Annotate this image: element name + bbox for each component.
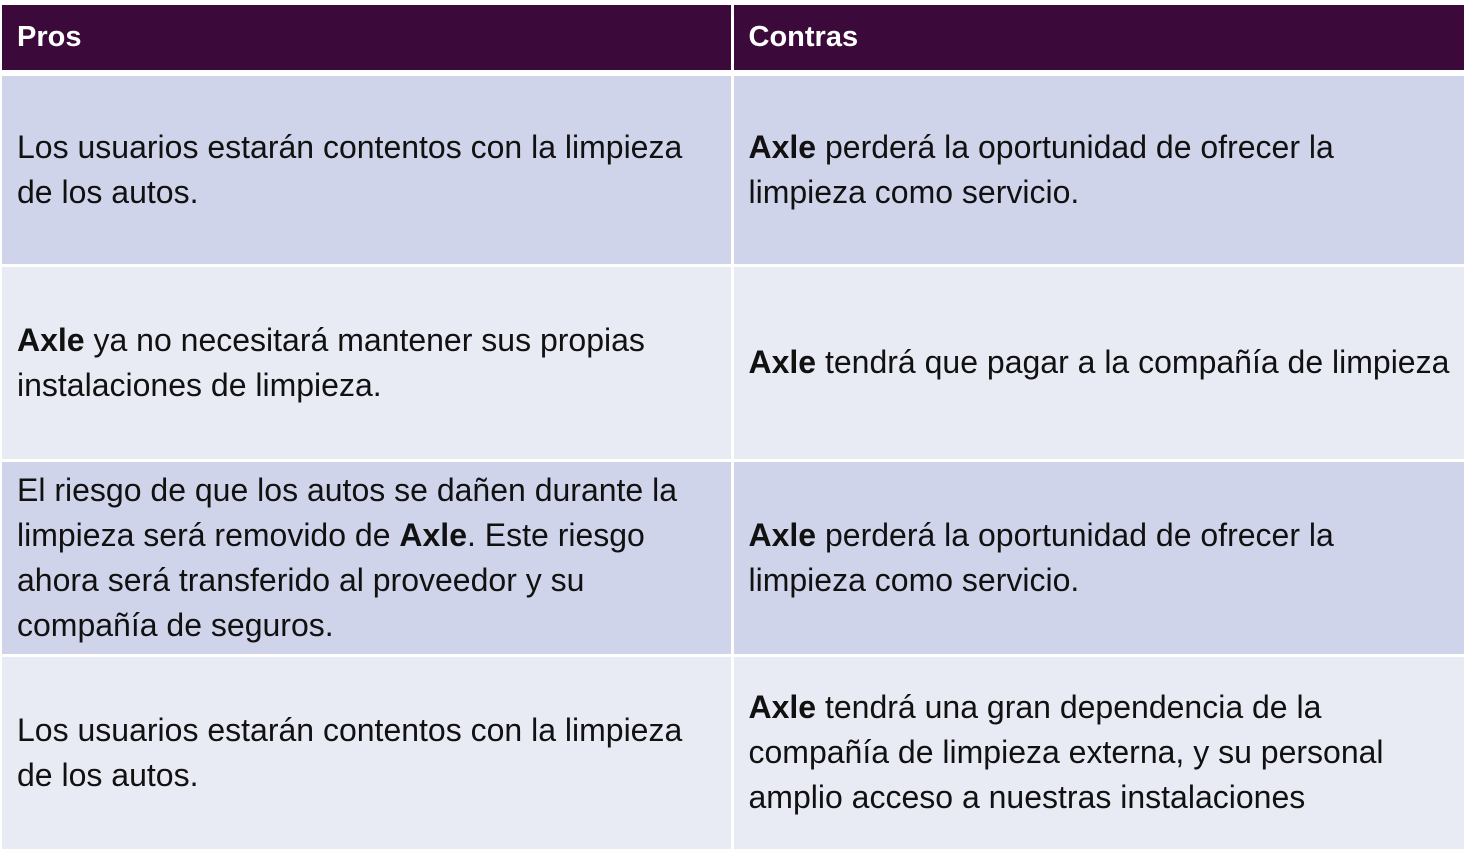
brand-name: Axle [748,128,817,165]
pros-cell [2,265,732,460]
brand-name: Axle [748,689,817,725]
header-contras: Contras [732,5,1464,73]
table-row [2,655,1464,850]
contras-cell [732,460,1464,655]
table-row [2,73,1464,265]
brand-name: Axle [17,321,85,358]
pros-text-after: . Este riesgo ahora será transferido al proveedor y su compañía de seguros. [17,516,645,643]
contras-cell [732,73,1464,265]
pros-cell [2,655,732,850]
brand-name: Axle [399,516,467,553]
contras-text: perderá la oportunidad de ofrecer la limpieza como servicio. [748,516,1334,598]
contras-text: tendrá que pagar a la compañía de limpieza [816,344,1450,380]
contras-cell [732,655,1464,850]
brand-name: Axle [748,516,817,553]
pros-text: Los usuarios estarán contentos con la limpieza de los autos. [17,711,683,793]
pros-cell [2,73,732,265]
pros-text: ya no necesitará mantener sus propias instalaciones de limpieza. [17,321,645,403]
header-pros: Pros [2,5,732,73]
pros-cell [2,460,732,655]
table-row [2,460,1464,655]
pros-text: Los usuarios estarán contentos con la limpieza de los autos. [17,128,683,210]
header-row [2,5,1464,73]
pros-cons-table [2,5,1464,852]
brand-name: Axle [748,344,817,380]
pros-text-before: El riesgo de que los autos se dañen durante la limpieza será removido de [17,471,678,553]
contras-cell [732,265,1464,460]
contras-text: tendrá una gran dependencia de la compañía de limpieza externa, y su personal amplio acceso a nuestras instalaciones [748,689,1384,815]
table-row [2,265,1464,460]
contras-text: perderá la oportunidad de ofrecer la limpieza como servicio. [748,128,1334,210]
